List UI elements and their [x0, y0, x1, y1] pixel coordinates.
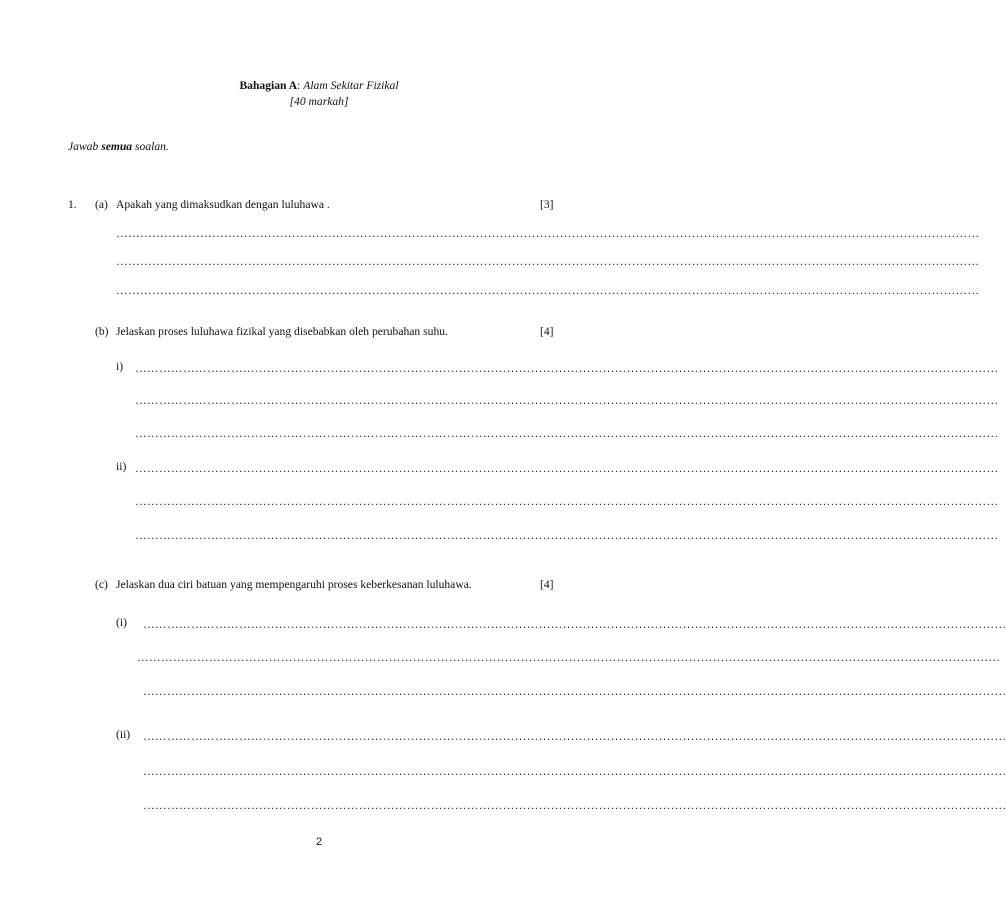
- answer-line[interactable]: ………………………………………………………………………………………………………………………………………………………………………………………………: [135, 462, 999, 475]
- part-c-sub-ii-label: (ii): [116, 728, 131, 741]
- answer-line[interactable]: ………………………………………………………………………………………………………………………………………………………………………………………………: [135, 495, 999, 508]
- answer-line[interactable]: ………………………………………………………………………………………………………………………………………………………………………………………………: [135, 362, 999, 375]
- part-b-label: (b): [95, 325, 109, 338]
- page-number: 2: [315, 836, 323, 848]
- question-number: 1.: [68, 198, 77, 211]
- section-separator: :: [297, 79, 301, 92]
- section-title: Alam Sekitar Fizikal: [303, 79, 399, 92]
- instruction: [68, 141, 169, 153]
- answer-line[interactable]: ………………………………………………………………………………………………………………………………………………………………………………………………: [135, 529, 999, 542]
- answer-line[interactable]: ………………………………………………………………………………………………………………………………………………………………………………………………: [143, 765, 1007, 778]
- section-marks: [40 markah]: [289, 95, 349, 108]
- answer-line[interactable]: ………………………………………………………………………………………………………………………………………………………………………………………………: [116, 284, 980, 297]
- part-c-text: Jelaskan dua ciri batuan yang mempengaruhi proses keberkesanan luluhawa.: [116, 578, 472, 591]
- answer-line[interactable]: ………………………………………………………………………………………………………………………………………………………………………………………………: [143, 799, 1007, 812]
- answer-line[interactable]: ………………………………………………………………………………………………………………………………………………………………………………………………: [143, 685, 1007, 698]
- section-label: Bahagian A: [239, 79, 298, 92]
- answer-line[interactable]: ………………………………………………………………………………………………………………………………………………………………………………………………: [143, 730, 1007, 743]
- part-b-text: Jelaskan proses luluhawa fizikal yang disebabkan oleh perubahan suhu.: [116, 325, 448, 338]
- part-a-text: Apakah yang dimaksudkan dengan luluhawa .: [116, 198, 330, 211]
- instruction-suffix: soalan.: [135, 140, 169, 153]
- part-b-marks: [4]: [540, 325, 554, 338]
- part-c-label: (c): [95, 578, 108, 591]
- instruction-prefix: Jawab: [68, 140, 99, 153]
- part-b-sub-i-label: i): [116, 360, 124, 373]
- section-heading: [0, 80, 638, 92]
- part-c-marks: [4]: [540, 578, 554, 591]
- part-a-marks: [3]: [540, 198, 554, 211]
- part-a-label: (a): [95, 198, 108, 211]
- answer-line[interactable]: ………………………………………………………………………………………………………………………………………………………………………………………………: [135, 427, 999, 440]
- answer-line[interactable]: ………………………………………………………………………………………………………………………………………………………………………………………………: [116, 227, 980, 240]
- answer-line[interactable]: ………………………………………………………………………………………………………………………………………………………………………………………………: [137, 651, 1001, 664]
- answer-line[interactable]: ………………………………………………………………………………………………………………………………………………………………………………………………: [135, 394, 999, 407]
- part-b-sub-ii-label: ii): [116, 460, 127, 473]
- instruction-emphasis: semua: [101, 140, 133, 153]
- answer-line[interactable]: ………………………………………………………………………………………………………………………………………………………………………………………………: [143, 618, 1007, 631]
- answer-line[interactable]: ………………………………………………………………………………………………………………………………………………………………………………………………: [116, 255, 980, 268]
- part-c-sub-i-label: (i): [116, 616, 127, 629]
